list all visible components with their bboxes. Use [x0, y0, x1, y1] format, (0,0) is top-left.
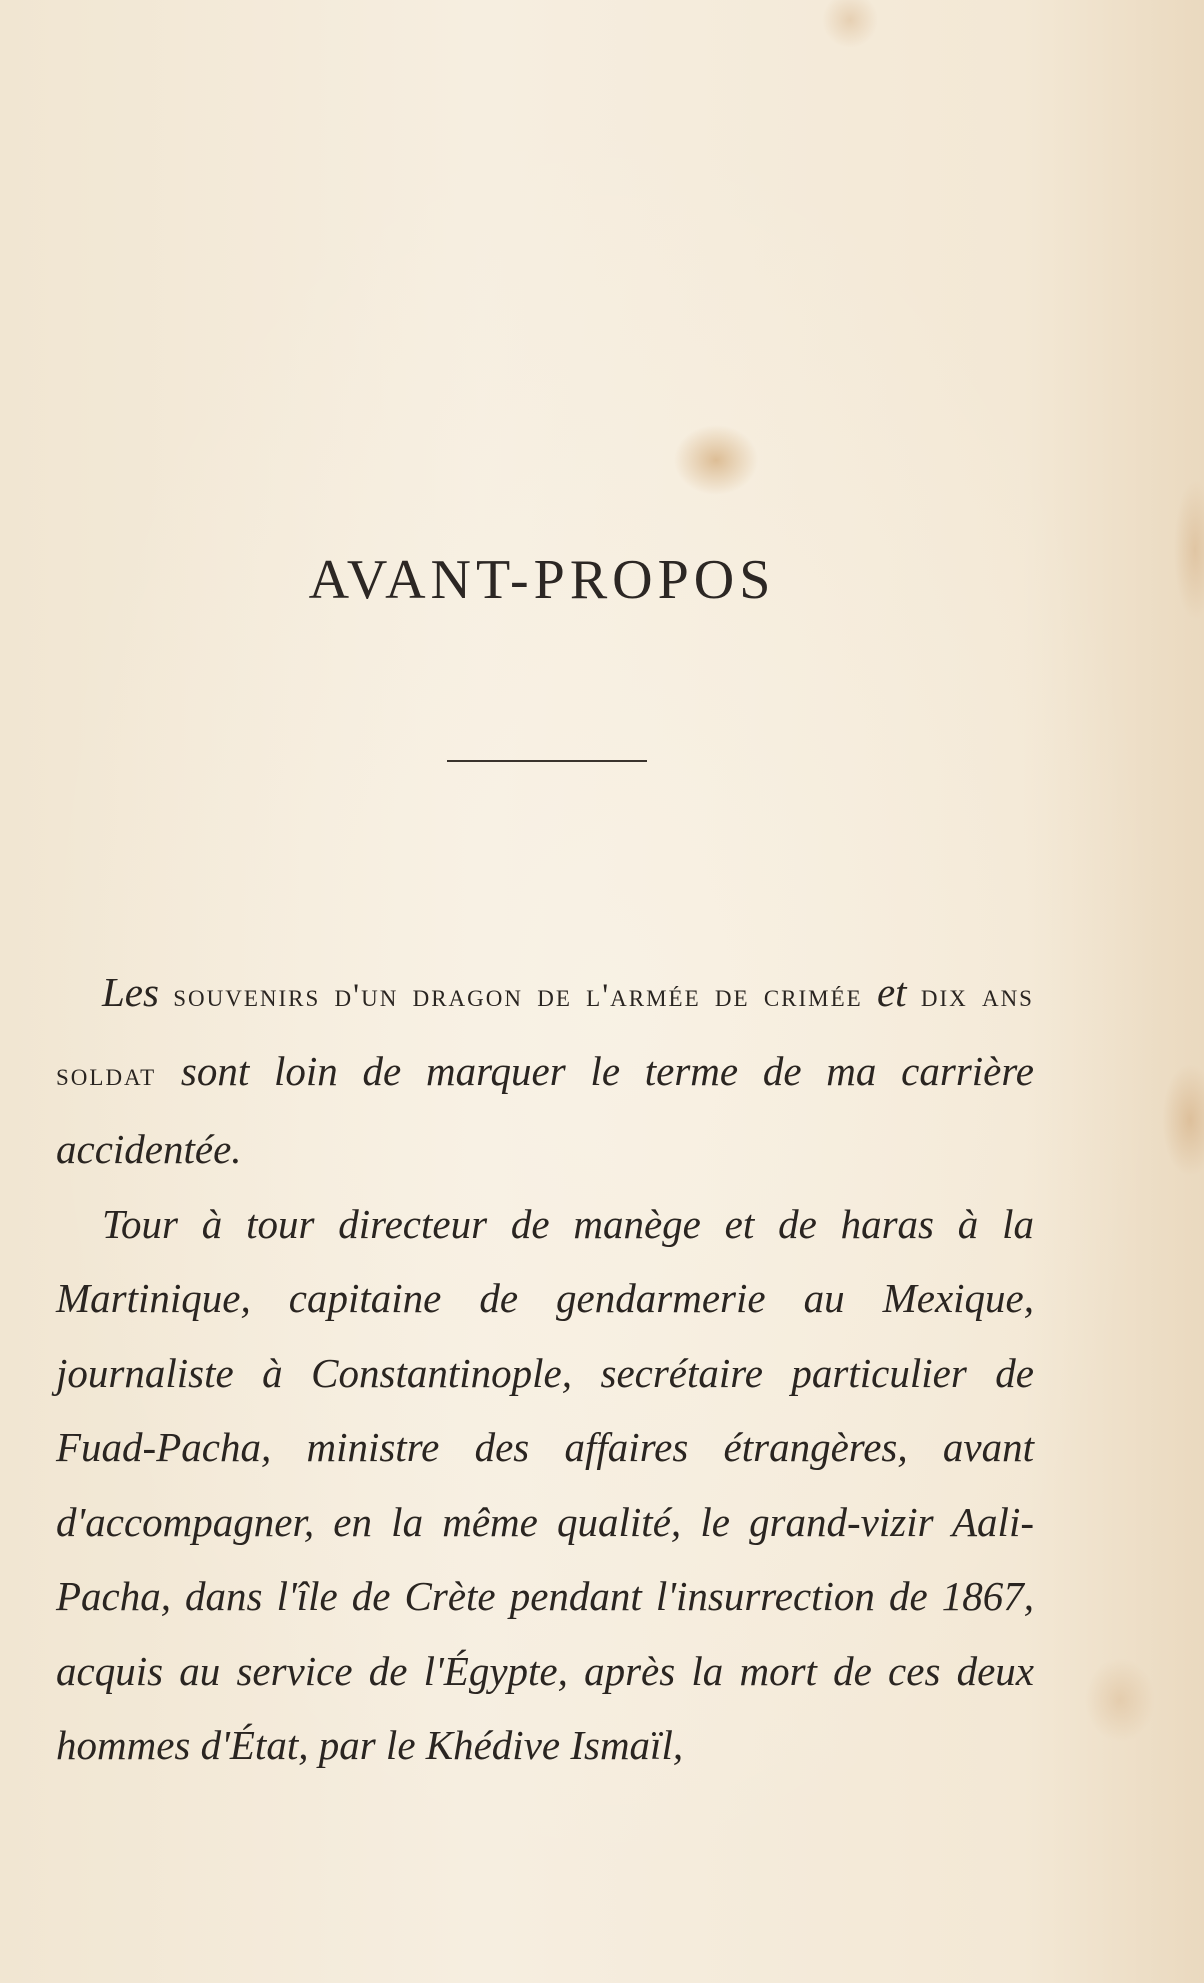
paragraph-1 — [56, 955, 1034, 1187]
p1-book-title-2: dix ans soldat — [56, 978, 1034, 1093]
body-text — [56, 955, 1034, 1783]
paragraph-2: Tour à tour directeur de manège et de haras à la Martinique, capitaine de gendarmerie au Mexique, journaliste à Constantinople, secrétaire particulier de Fuad-Pacha, ministre des affaires étrangères, avant d'accompagner, en la même qualité, le grand-vizir Aali-Pacha, dans l'île de Crète pendant l'insurrection de 1867, acquis au service de l'Égypte, après la mort de ces deux hommes d'État, par le Khédive Ismaïl, — [56, 1200, 1034, 1768]
p1-segment: sont loin de marquer le terme de ma carrière accidentée. — [56, 1047, 1034, 1172]
p1-book-title-1: souvenirs d'un dragon de l'armée de crimée — [173, 978, 863, 1014]
title-divider — [447, 760, 647, 762]
p1-segment: et — [862, 969, 921, 1015]
p1-segment: Les — [102, 969, 174, 1015]
page-title: AVANT-PROPOS — [308, 549, 776, 611]
